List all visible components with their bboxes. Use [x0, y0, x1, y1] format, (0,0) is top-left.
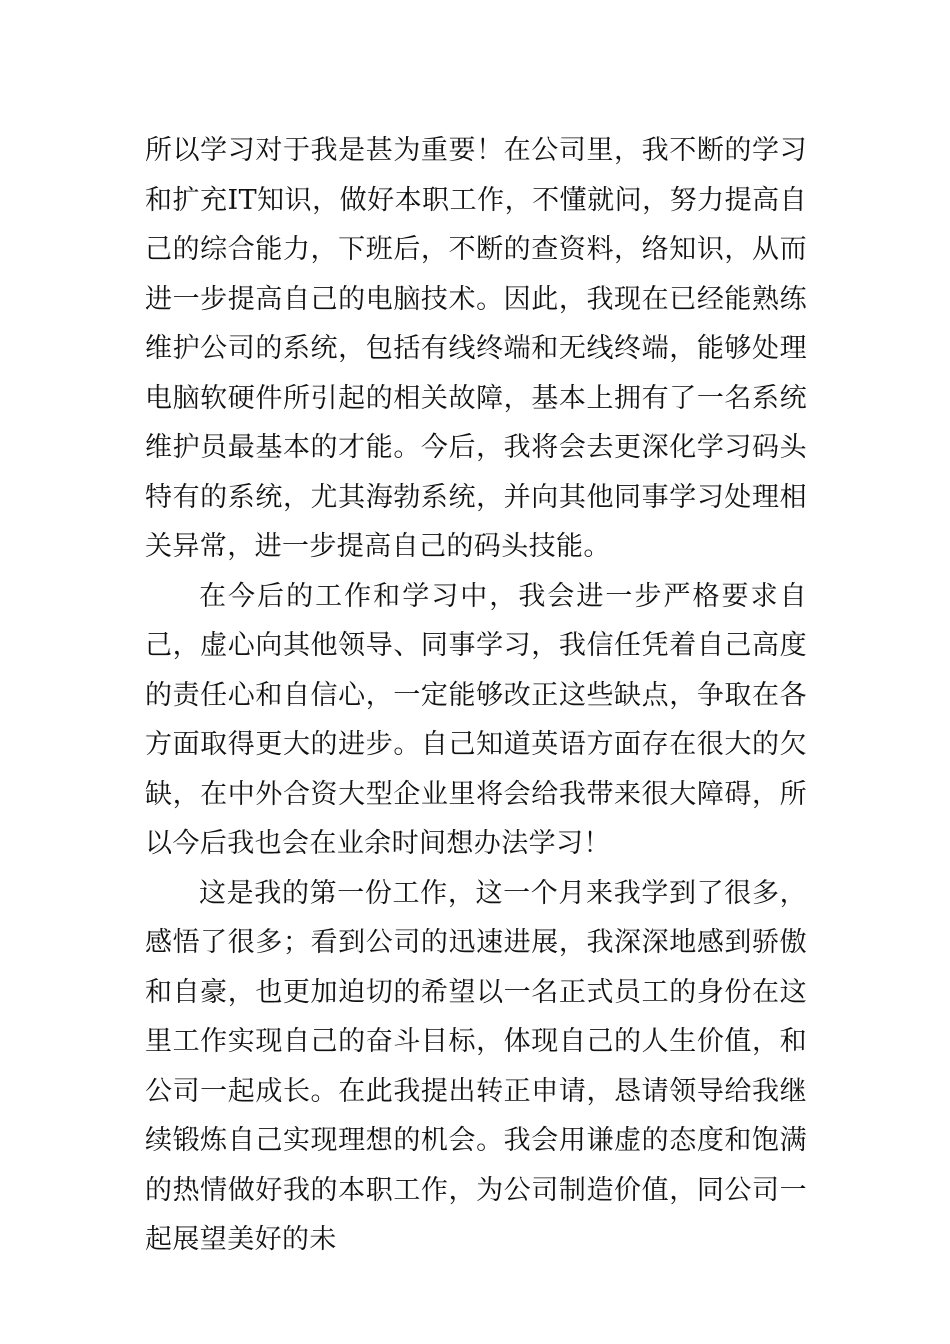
paragraph-2: 在今后的工作和学习中，我会进一步严格要求自己，虚心向其他领导、同事学习，我信任凭着自己高度的责任心和自信心，一定能够改正这些缺点，争取在各方面取得更大的进步。自己知道英语方面存在很大的欠缺，在中外合资大型企业里将会给我带来很大障碍，所以今后我也会在业余时间想办法学习！ [145, 580, 807, 859]
paragraph-3: 这是我的第一份工作，这一个月来我学到了很多，感悟了很多；看到公司的迅速进展，我深深地感到骄傲和自豪，也更加迫切的希望以一名正式员工的身份在这里工作实现自己的奋斗目标，体现自己的人生价值，和公司一起成长。在此我提出转正申请，恳请领导给我继续锻炼自己实现理想的机会。我会用谦虚的态度和饱满的热情做好我的本职工作，为公司制造价值，同公司一起展望美好的未 [145, 877, 807, 1255]
paragraph-1: 所以学习对于我是甚为重要！在公司里，我不断的学习和扩充IT知识，做好本职工作，不懂就问，努力提高自己的综合能力，下班后，不断的查资料，络知识，从而进一步提高自己的电脑技术。因此，我现在已经能熟练维护公司的系统，包括有线终端和无线终端，能够处理电脑软硬件所引起的相关故障，基本上拥有了一名系统维护员最基本的才能。今后，我将会去更深化学习码头特有的系统，尤其海勃系统，并向其他同事学习处理相关异常，进一步提高自己的码头技能。 [145, 135, 807, 562]
document-body [145, 126, 807, 1265]
